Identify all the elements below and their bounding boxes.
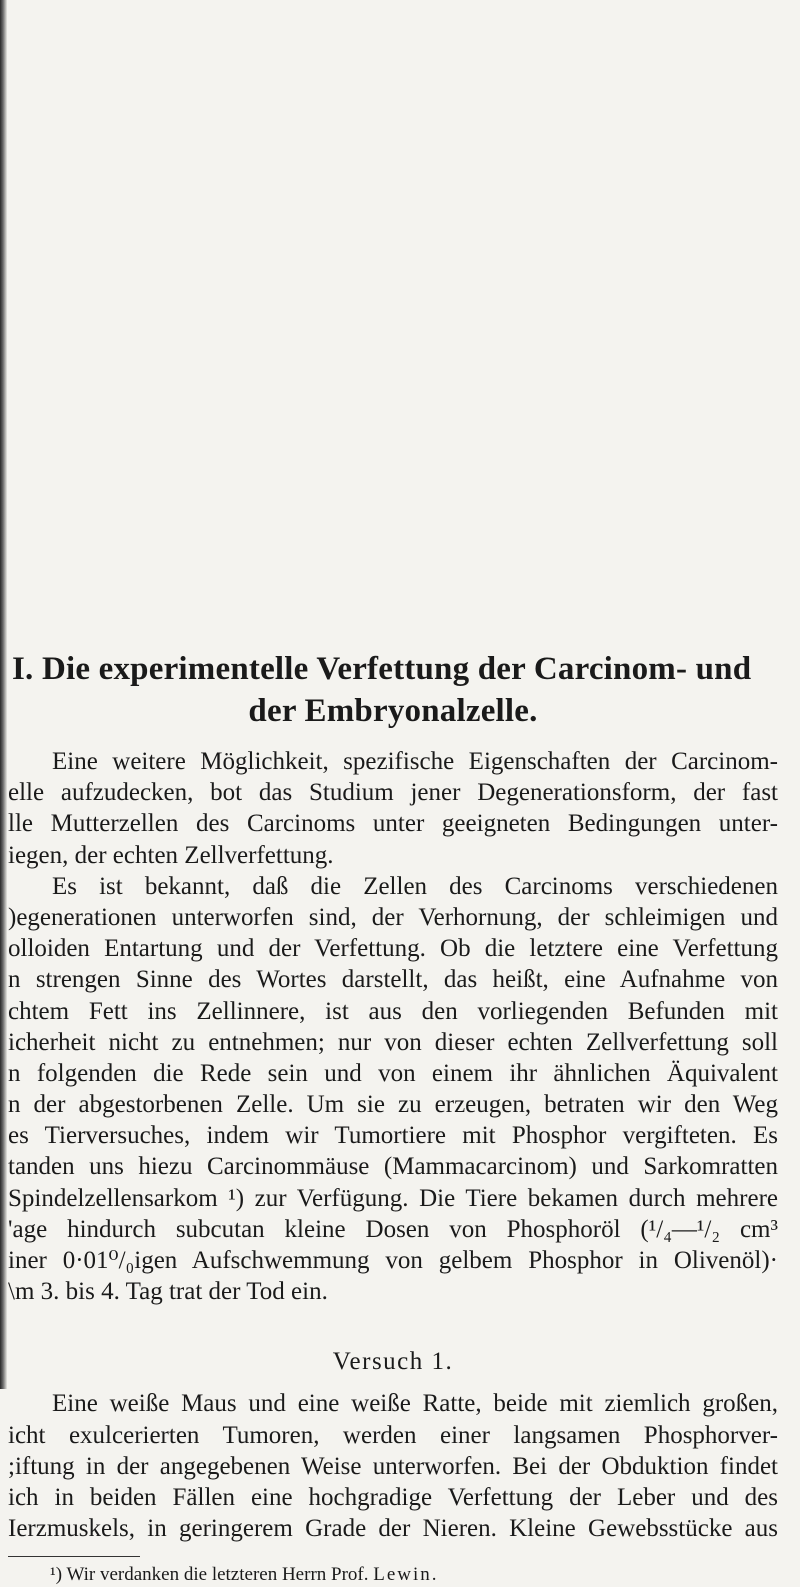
text-line: ich in beiden Fällen eine hochgradige Verfettung der Leber und des [8, 1483, 778, 1511]
footnote-marker: ¹) [50, 1564, 63, 1586]
paragraph-main [8, 871, 778, 1308]
text-line: elle aufzudecken, bot das Studium jener Degenerationsform, der fast [8, 779, 778, 807]
text-line: Eine weiße Maus und eine weiße Ratte, beide mit ziemlich großen, [52, 1390, 778, 1418]
text-line: lle Mutterzellen des Carcinoms unter geeigneten Bedingungen unter- [8, 810, 778, 838]
footnote-divider [8, 1556, 140, 1557]
text-line: es Tierversuches, indem wir Tumortiere mit Phosphor vergifteten. Es [8, 1122, 778, 1150]
text-line: Spindelzellensarkom ¹) zur Verfügung. Die Tiere bekamen durch mehrere [8, 1184, 778, 1212]
text-line: icherheit nicht zu entnehmen; nur von dieser echten Zellverfettung soll [8, 1028, 778, 1056]
text-line: n strengen Sinne des Wortes darstellt, das heißt, eine Aufnahme von [8, 966, 778, 994]
text-line: Es ist bekannt, daß die Zellen des Carcinoms verschiedenen [52, 872, 778, 900]
footnote [8, 1563, 778, 1587]
text-line: ;iftung in der angegebenen Weise unterworfen. Bei der Obduktion findet [8, 1452, 778, 1480]
text-line: )egenerationen unterworfen sind, der Verhornung, der schleimigen und [8, 903, 778, 931]
chapter-title-line-2: der Embryonalzelle. [248, 693, 538, 729]
paragraph-experiment [8, 1388, 778, 1544]
text-line: Eine weitere Möglichkeit, spezifische Eigenschaften der Carcinom- [52, 748, 778, 775]
text-line: 'age hindurch subcutan kleine Dosen von Phosphoröl (¹/₄—¹/₂ cm³ [8, 1215, 778, 1243]
text-line: icht exulcerierten Tumoren, werden einer langsamen Phosphorver- [8, 1421, 778, 1449]
book-spine-edge [0, 0, 7, 1389]
text-line: iegen, der echten Zellverfettung. [8, 841, 334, 869]
text-line: n der abgestorbenen Zelle. Um sie zu erzeugen, betraten wir den Weg [8, 1091, 778, 1119]
document-page [8, 648, 778, 1587]
chapter-title-line-1: I. Die experimentelle Verfettung der Carcinom- und [12, 651, 752, 687]
section-heading: Versuch 1. [332, 1348, 454, 1376]
text-line: olloiden Entartung und der Verfettung. Ob die letztere eine Verfettung [8, 935, 778, 963]
text-line: \m 3. bis 4. Tag trat der Tod ein. [8, 1278, 328, 1306]
footnote-text: Wir verdanken die letzteren Herrn Prof. [66, 1564, 369, 1586]
text-line: iner 0·01⁰/₀igen Aufschwemmung von gelbem Phosphor in Olivenöl)· [8, 1247, 778, 1274]
footnote-name: Lewin. [373, 1564, 439, 1586]
chapter-title [8, 648, 778, 732]
text-line: chtem Fett ins Zellinnere, ist aus den vorliegenden Befunden mit [8, 997, 778, 1025]
text-line: n folgenden die Rede sein und von einem ihr ähnlichen Äquivalent [8, 1059, 778, 1087]
paragraph-intro [8, 746, 778, 871]
text-line: tanden uns hiezu Carcinommäuse (Mammacarcinom) und Sarkomratten [8, 1153, 778, 1181]
text-line: Ierzmuskels, in geringerem Grade der Nieren. Kleine Gewebsstücke aus [8, 1515, 778, 1543]
